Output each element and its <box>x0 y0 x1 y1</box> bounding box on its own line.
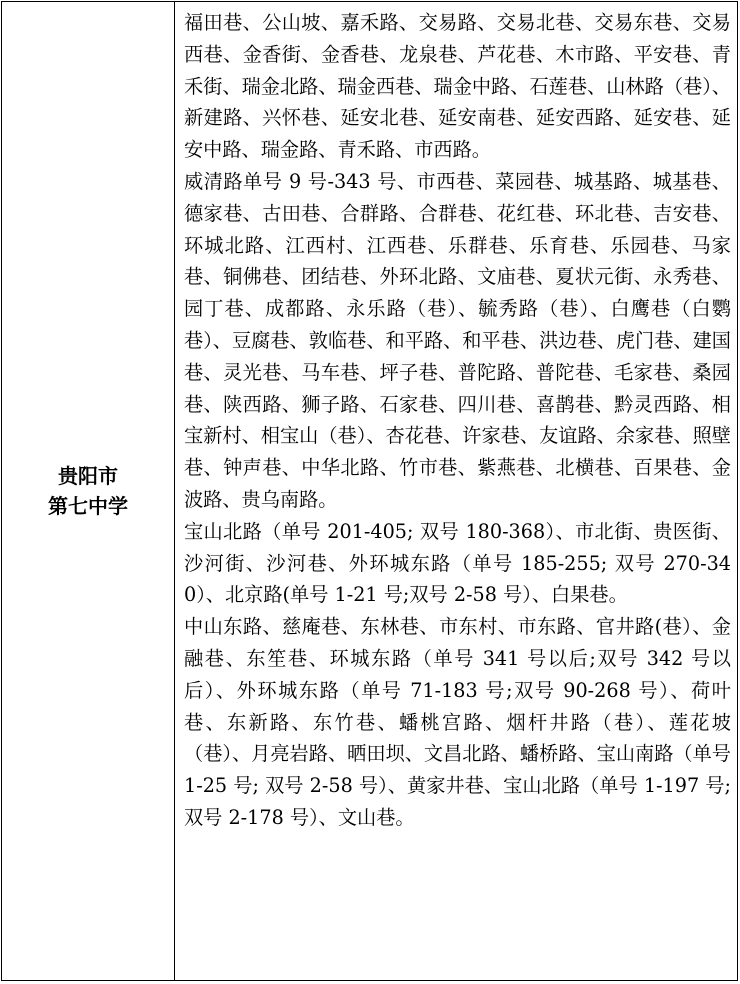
school-name-line-2: 第七中学 <box>48 494 128 518</box>
street-list-paragraph: 宝山北路（单号 201-405; 双号 180-368）、市北街、贵医街、沙河街、沙河巷、外环城东路（单号 185-255; 双号 270-340）、北京路(单号 1-21 号;双号 2-58 号）、白果巷。 <box>184 519 731 607</box>
streets-cell <box>175 2 737 980</box>
zoning-table <box>1 1 738 981</box>
school-name-line-1: 贵阳市 <box>58 464 118 488</box>
street-list-paragraph: 福田巷、公山坡、嘉禾路、交易路、交易北巷、交易东巷、交易西巷、金香街、金香巷、龙泉巷、芦花巷、木市路、平安巷、青禾街、瑞金北路、瑞金西巷、瑞金中路、石莲巷、山林路（巷）、新建路、兴怀巷、延安北巷、延安南巷、延安西路、延安巷、延安中路、瑞金路、青禾路、市西路。 <box>184 11 731 162</box>
street-list-paragraph: 中山东路、慈庵巷、东林巷、市东村、市东路、官井路(巷）、金融巷、东笙巷、环城东路（单号 341 号以后;双号 342 号以后）、外环城东路（单号 71-183 号;双号 90-268 号）、荷叶巷、东新路、东竹巷、蟠桃宫路、烟杆井路（巷）、莲花坡（巷）、月亮岩路、晒田坝、文昌北路、蟠桥路、宝山南路（单号 1-25 号; 双号 2-58 号）、黄家井巷、宝山北路（单号 1-197 号;双号 2-178 号）、文山巷。 <box>184 615 731 829</box>
school-cell <box>2 2 175 980</box>
school-name <box>48 461 128 521</box>
street-list-paragraph: 威清路单号 9 号-343 号、市西巷、菜园巷、城基路、城基巷、德家巷、古田巷、合群路、合群巷、花红巷、环北巷、吉安巷、环城北路、江西村、江西巷、乐群巷、乐育巷、乐园巷、马家巷、铜佛巷、团结巷、外环北路、文庙巷、夏状元街、永秀巷、园丁巷、成都路、永乐路（巷）、毓秀路（巷）、白鹰巷（白鹦巷）、豆腐巷、敦临巷、和平路、和平巷、洪边巷、虎门巷、建国巷、灵光巷、马车巷、坪子巷、普陀路、普陀巷、毛家巷、桑园巷、陕西路、狮子路、石家巷、四川巷、喜鹊巷、黔灵西路、相宝新村、相宝山（巷）、杏花巷、许家巷、友谊路、余家巷、照壁巷、钟声巷、中华北路、竹市巷、紫燕巷、北横巷、百果巷、金波路、贵乌南路。 <box>184 169 731 511</box>
